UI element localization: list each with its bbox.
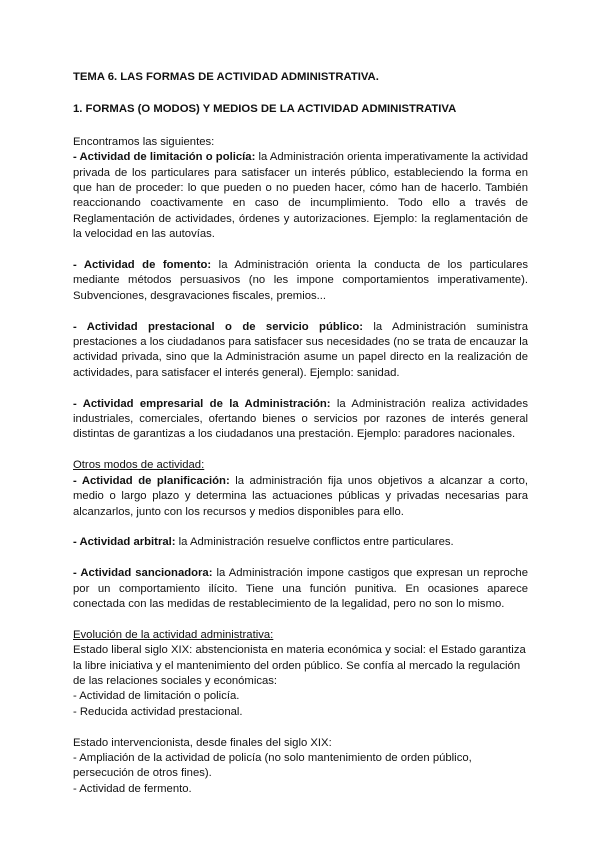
item-empresarial [73, 397, 528, 443]
item-text: la Administración resuelve conflictos entre particulares. [175, 536, 454, 549]
item-limitacion [73, 150, 528, 242]
other-modes-heading: Otros modos de actividad: [73, 459, 205, 472]
item-text: la Administración orienta imperativamente la actividad privada de los particulares para satisfacer un interés público, estableciendo la forma en que han de proceder: lo que pueden o no pueden hacer, cómo han de hacerlo. También reaccionando coactivamente en caso de incumplimiento. Todo ello a través de Reglamentación de actividades, órdenes y autorizaciones. Ejemplo: la reglamentación de la velocidad en las autovías. [73, 151, 529, 241]
item-planificacion [73, 474, 528, 520]
list-item: - Actividad de limitación o policía. [73, 690, 240, 703]
item-fomento [73, 258, 528, 304]
item-arbitral [73, 535, 528, 550]
list-item: - Reducida actividad prestacional. [73, 705, 243, 718]
item-text: la Administración realiza actividades industriales, comerciales, ofertando bienes o servicios por razones de interés general distintas de garantizas a los ciudadanos una prestación. Ejemplo: paradores nacionales. [73, 397, 528, 441]
item-prestacional [73, 320, 528, 382]
evolution-heading: Evolución de la actividad administrativa: [73, 628, 274, 641]
liberal-state-text: Estado liberal siglo XIX: abstencionista en materia económica y social: el Estado garantiza la libre iniciativa y el mantenimiento del orden público. Se confía al mercado la regulación de las relaciones sociales y económicas: [73, 644, 526, 687]
item-term: - Actividad prestacional o de servicio público: [73, 320, 363, 333]
item-text: la Administración impone castigos que expresan un reproche por un comportamiento ilícito. Tiene una función punitiva. En ocasiones aparece conectada con las medidas de restablecimiento de la legalidad, pero no son lo mismo. [73, 567, 528, 610]
list-item: - Actividad de fermento. [73, 782, 192, 795]
item-term: - Actividad sancionadora: [73, 567, 213, 580]
item-text: la administración fija unos objetivos a alcanzar a corto, medio o largo plazo y determina las actuaciones públicas y privadas necesarias para alcanzarlos, junto con los recursos y medios disponibles para ello. [73, 474, 528, 518]
list-item: - Ampliación de la actividad de policía (no solo mantenimiento de orden público, persecución de otros fines). [73, 751, 472, 780]
item-text: la Administración orienta la conducta de los particulares mediante métodos persuasivos (no les impone comportamientos imperativamente). Subvenciones, desgravaciones fiscales, premios... [73, 259, 528, 302]
item-sancionadora [73, 566, 528, 612]
item-term: - Actividad arbitral: [73, 536, 176, 549]
item-text: la Administración suministra prestaciones a los ciudadanos para satisfacer sus necesidades (no se trata de encauzar la actividad privada, sino que la Administración asume un papel directo en la realización de actividades, para satisfacer el interés general). Ejemplo: sanidad. [73, 320, 528, 379]
item-term: - Actividad de planificación: [73, 474, 230, 487]
item-term: - Actividad empresarial de la Administración: [73, 397, 331, 410]
item-term: - Actividad de fomento: [73, 259, 212, 272]
intro-text: Encontramos las siguientes: [73, 135, 215, 148]
item-term: - Actividad de limitación o policía: [73, 151, 256, 164]
document-title: TEMA 6. LAS FORMAS DE ACTIVIDAD ADMINISTRATIVA. [73, 71, 379, 83]
document-page [73, 70, 528, 797]
section-heading: 1. FORMAS (O MODOS) Y MEDIOS DE LA ACTIVIDAD ADMINISTRATIVA [73, 103, 457, 116]
interventionist-state-text: Estado intervencionista, desde finales del siglo XIX: [73, 736, 332, 749]
